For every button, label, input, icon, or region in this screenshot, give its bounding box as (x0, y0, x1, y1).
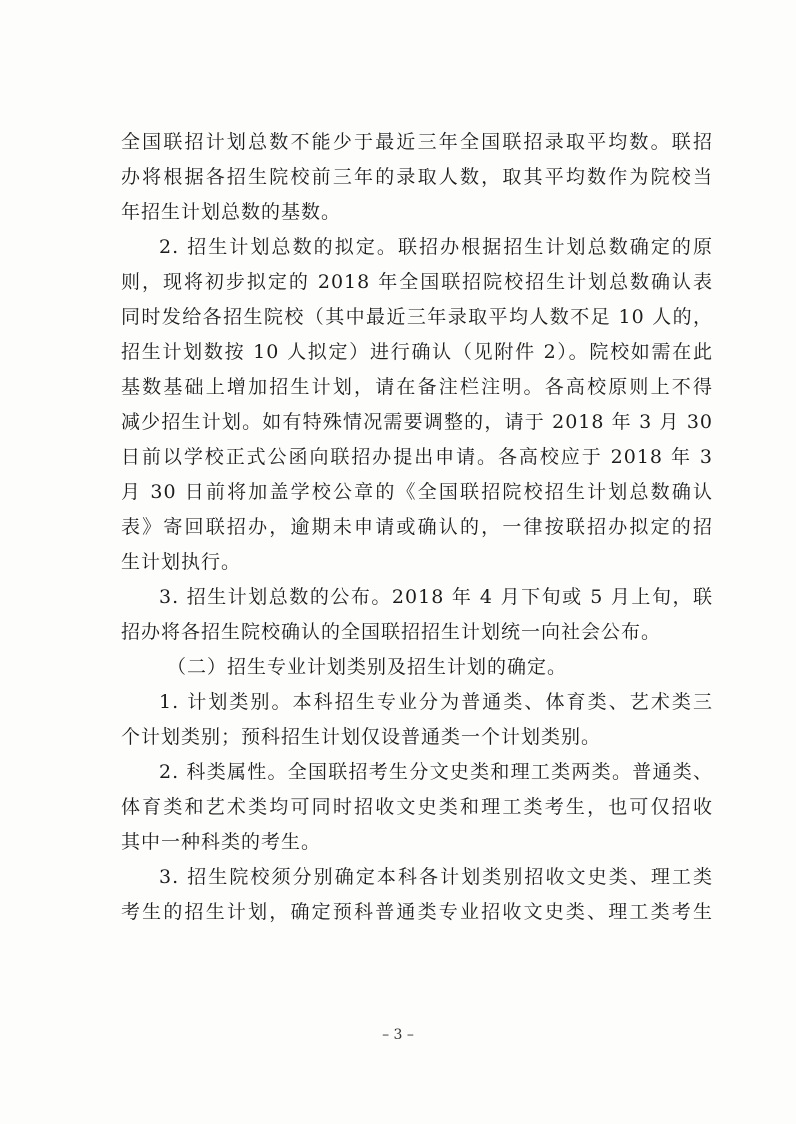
text-line: 减少招生计划。如有特殊情况需要调整的，请于 2018 年 3 月 30 (121, 411, 713, 433)
text-line: 基数基础上增加招生计划，请在备注栏注明。各高校原则上不得 (121, 376, 713, 398)
text-line: 生计划执行。 (121, 551, 242, 573)
text-line: 招办将各招生院校确认的全国联招招生计划统一向社会公布。 (121, 621, 662, 643)
text-line: 其中一种科类的考生。 (121, 831, 322, 853)
text-line: 日前以学校正式公函向联招办提出申请。各高校应于 2018 年 3 (121, 446, 713, 468)
document-body (121, 125, 713, 930)
text-line: 办将根据各招生院校前三年的录取人数，取其平均数作为院校当 (121, 166, 713, 188)
paragraph-first-line: 2. 科类属性。全国联招考生分文史类和理工类两类。普通类、 (159, 761, 713, 783)
text-line: 同时发给各招生院校（其中最近三年录取平均人数不足 10 人的， (121, 306, 713, 328)
paragraph-first-line: 1. 计划类别。本科招生专业分为普通类、体育类、艺术类三 (159, 691, 713, 713)
text-line: 体育类和艺术类均可同时招收文史类和理工类考生，也可仅招收 (121, 796, 713, 818)
text-line: 月 30 日前将加盖学校公章的《全国联招院校招生计划总数确认 (121, 481, 713, 503)
text-line: 年招生计划总数的基数。 (121, 201, 342, 223)
text-line: 则，现将初步拟定的 2018 年全国联招院校招生计划总数确认表 (121, 271, 713, 293)
text-line: 表》寄回联招办，逾期未申请或确认的，一律按联招办拟定的招 (121, 516, 713, 538)
text-line: 个计划类别；预科招生计划仅设普通类一个计划类别。 (121, 726, 602, 748)
text-line: 招生计划数按 10 人拟定）进行确认（见附件 2）。院校如需在此 (121, 341, 713, 363)
paragraph-first-line: 3. 招生计划总数的公布。2018 年 4 月下旬或 5 月上旬，联 (159, 586, 713, 608)
text-line: 考生的招生计划，确定预科普通类专业招收文史类、理工类考生 (121, 901, 713, 923)
text-line: 全国联招计划总数不能少于最近三年全国联招录取平均数。联招 (121, 131, 713, 153)
paragraph-first-line: 2. 招生计划总数的拟定。联招办根据招生计划总数确定的原 (159, 236, 713, 258)
page-number: – 3 – (382, 1027, 414, 1043)
paragraph-first-line: 3. 招生院校须分别确定本科各计划类别招收文史类、理工类 (159, 866, 713, 888)
section-heading: （二）招生专业计划类别及招生计划的确定。 (167, 656, 568, 678)
